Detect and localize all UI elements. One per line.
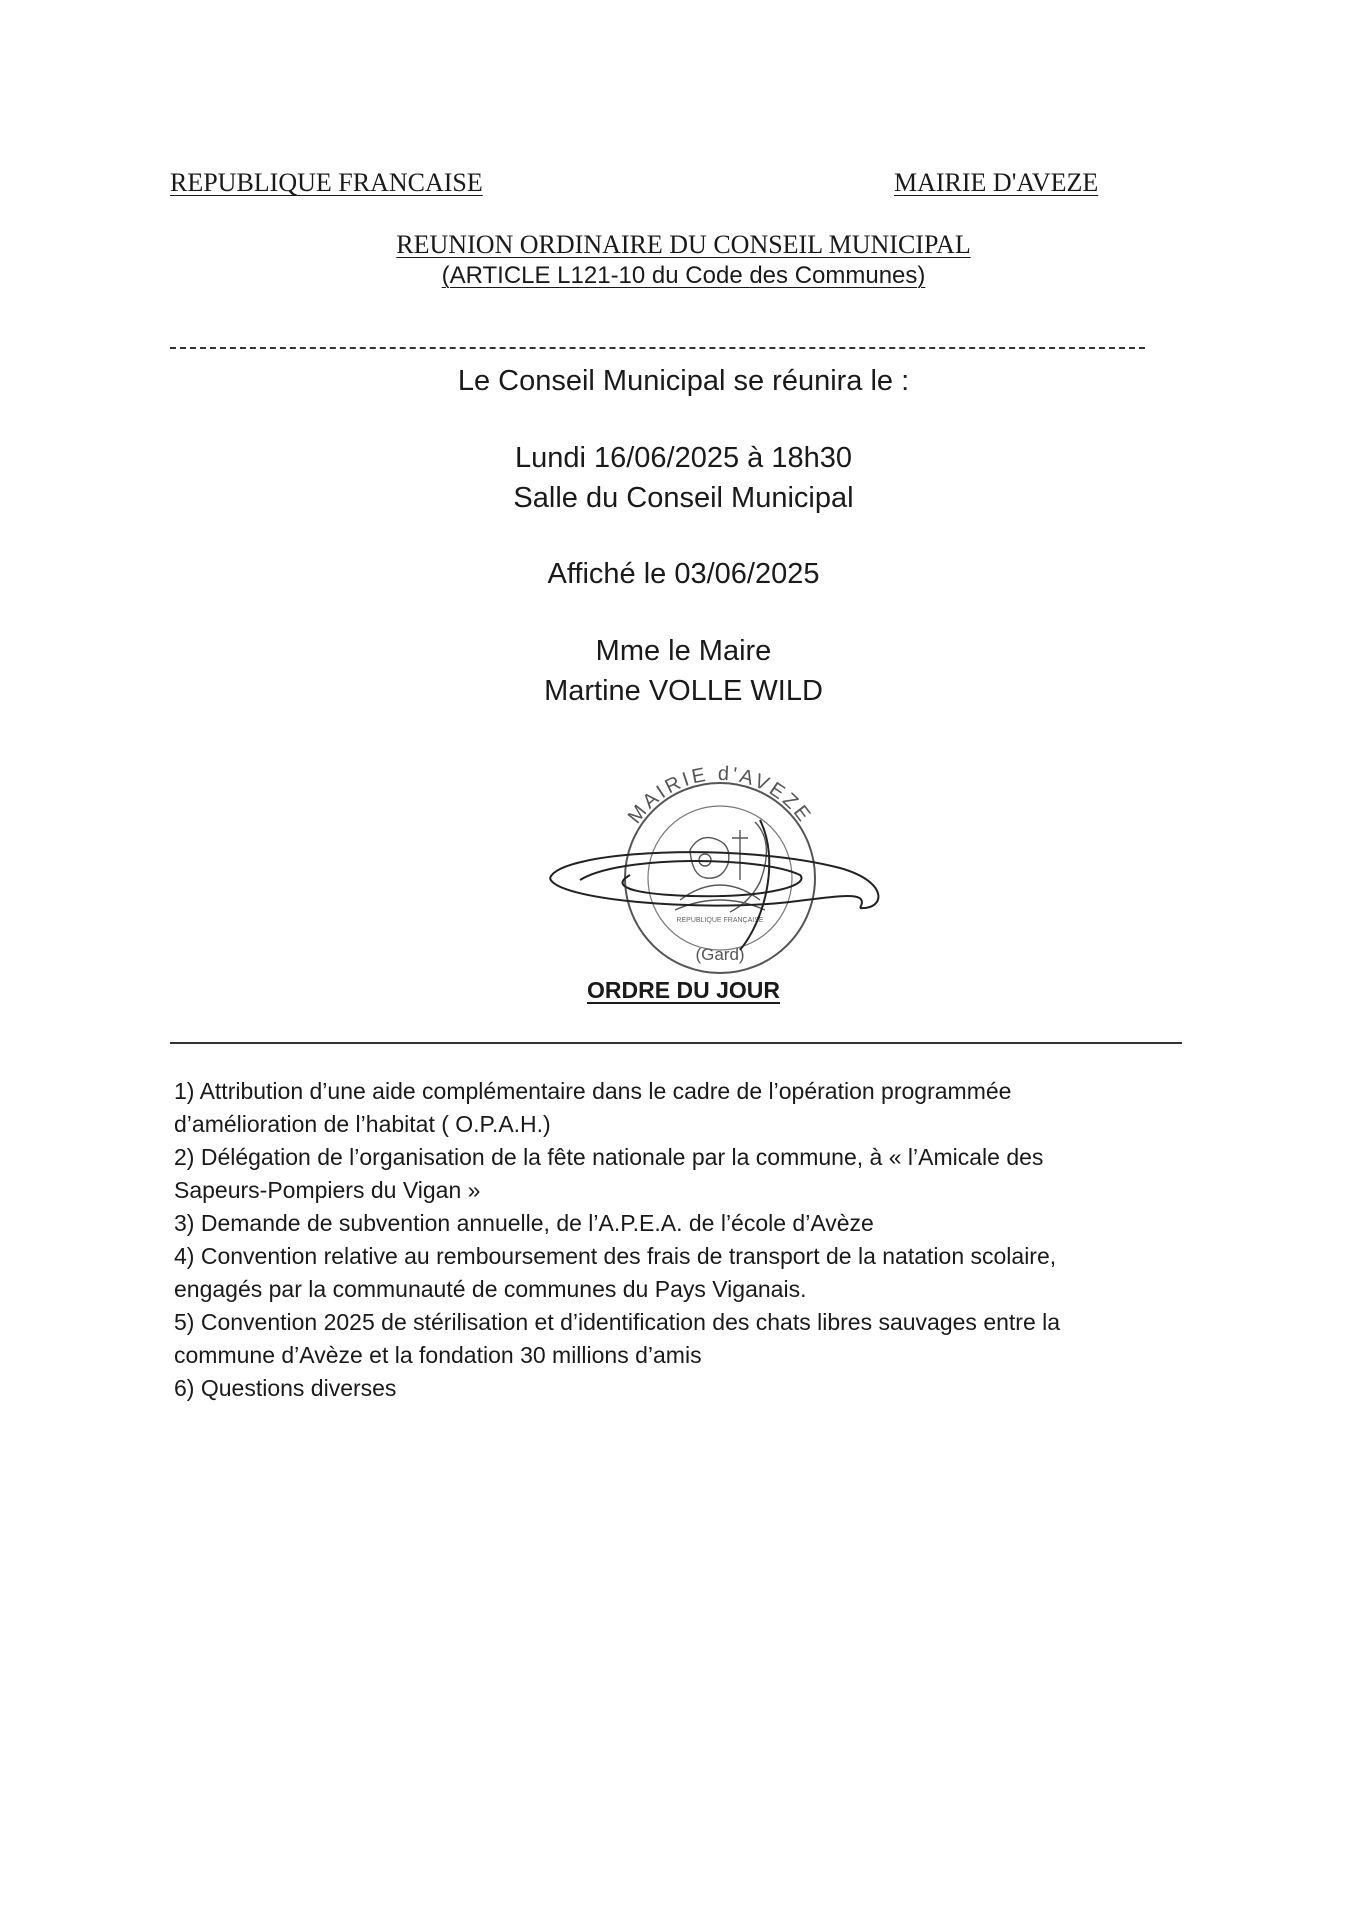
agenda-line: 5) Convention 2025 de stérilisation et d’identification des chats libres sauvages entre la (174, 1309, 1061, 1335)
agenda-line: engagés par la communauté de communes du Pays Viganais. (174, 1276, 807, 1302)
agenda-line: 6) Questions diverses (174, 1375, 397, 1401)
header-republique: REPUBLIQUE FRANCAISE (170, 168, 483, 197)
agenda-line: commune d’Avèze et la fondation 30 millions d’amis (174, 1342, 702, 1368)
stamp-top-text: MAIRIE d'AVEZE (623, 762, 817, 828)
agenda-line: 1) Attribution d’une aide complémentaire dans le cadre de l’opération programmée (174, 1078, 1012, 1104)
agenda-line: Sapeurs-Pompiers du Vigan » (174, 1177, 481, 1203)
official-stamp (540, 760, 900, 975)
article-reference: (ARTICLE L121-10 du Code des Communes) (441, 262, 926, 289)
agenda-line: 4) Convention relative au remboursement des frais de transport de la natation scolaire, (174, 1243, 1057, 1269)
stamp-seal-icon (540, 760, 900, 975)
meeting-date: Lundi 16/06/2025 à 18h30 (514, 442, 853, 474)
agenda-line: 2) Délégation de l’organisation de la fête nationale par la commune, à « l’Amicale des (174, 1144, 1044, 1170)
signatory-title: Mme le Maire (595, 635, 772, 667)
agenda-list (174, 1075, 1174, 1405)
agenda-line: d’amélioration de l’habitat ( O.P.A.H.) (174, 1111, 551, 1137)
solid-divider (170, 1042, 1182, 1044)
agenda-heading: ORDRE DU JOUR (587, 977, 780, 1003)
meeting-title: REUNION ORDINAIRE DU CONSEIL MUNICIPAL (396, 230, 971, 259)
posted-date: Affiché le 03/06/2025 (547, 558, 820, 590)
meeting-announcement: Le Conseil Municipal se réunira le : (457, 365, 910, 397)
stamp-bottom-text: (Gard) (695, 945, 745, 964)
signatory-name: Martine VOLLE WILD (544, 675, 823, 707)
stamp-inner-text: REPUBLIQUE FRANÇAISE (676, 917, 764, 924)
meeting-location: Salle du Conseil Municipal (513, 482, 854, 514)
agenda-line: 3) Demande de subvention annuelle, de l’A.P.E.A. de l’école d’Avèze (174, 1210, 874, 1236)
dashed-divider (170, 347, 1145, 349)
header-mairie: MAIRIE D'AVEZE (894, 168, 1099, 197)
